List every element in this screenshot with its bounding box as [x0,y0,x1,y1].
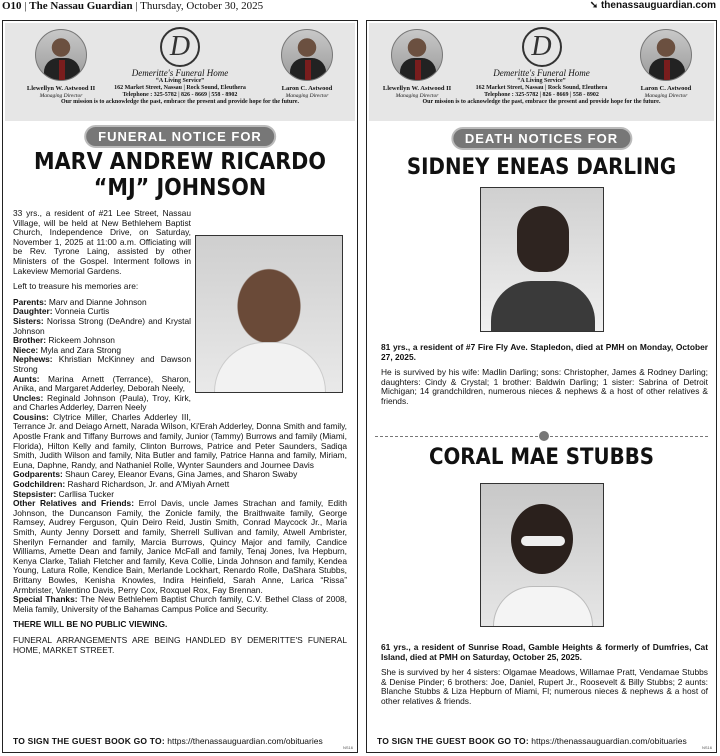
site-url: thenassauguardian.com [600,0,716,11]
notice-lead-2: 61 yrs., a resident of Sunrise Road, Gamble Heights & formerly of Dumfries, Cat Island, died at PMH on Saturday, October 25, 2025. [381,642,708,662]
ad-code: NS16 [342,745,353,750]
relative-label: Special Thanks: [13,594,78,605]
funeral-home-logo: D [522,27,562,67]
relative-label: Sisters: [13,315,44,326]
director-left-name: Llewellyn W. Astwood II [26,85,96,92]
director-right-name: Laron C. Astwood [281,85,333,92]
relative-label: Godchildren: [13,479,66,490]
relative-text: Errol Davis, uncle James Strachan and family, Edith Johnson, the Duncanson Family, the Zonicle family, the Braithwaite family, George Ramsey, Audrey Ferguson, Quin Deiro Reid, Justin Smith, Conrad Maycock Jr., Maria Smith, Aunty Jenny Dorsett and family, Sherrell Sullivan and family, Atwell Ambrister, Sherilyn Fernander and family, Marcia Burrows, Quincy Major and family, Candice Williams, Amette Dean and family, Janice McFall and family, Tenaj Jones, Iva Hepburn, Kenya Clarke, Taliah Fletcher and family, Keva Collie, Linda Johnson and family, Kendea Young, Latura Rolle, Kendice Bain, Merlande Lockhart, Renardo Rolle, DaShara Stubbs, Brittany Bowles, Kenisha Knowles, Indira Heinfield, Sarah Anne, Larica “Rissa” Armbrister, Valentino Davis, Perry Cox, Roxquel Rox, Fay Brennan. [13,498,347,595]
relative-label: Niece: [13,344,39,355]
relative-text: Marv and Dianne Johnson [46,296,147,307]
funeral-home-header-right [369,23,714,121]
deceased-name-line1: MARV ANDREW RICARDO [34,149,326,175]
director-right-title: Managing Director [285,93,329,99]
relative-entry [13,499,347,595]
relative-text: Shaun Carey, Eleanor Evans, Gina James, and Sharon Swaby [62,469,298,480]
paper-name: The Nassau Guardian [29,0,133,12]
arrangements-notice: FUNERAL ARRANGEMENTS ARE BEING HANDLED BY DEMERITTE'S FUNERAL HOME, MARKET STREET. [13,634,347,655]
relative-label: Nephews: [13,354,53,365]
site-link[interactable] [590,0,716,12]
guest-book-link[interactable]: https://thenassauguardian.com/obituaries [531,736,687,746]
notice-intro: 33 yrs., a resident of #21 Lee Street, Nassau Village, will be held at New Bethlehem Baptist Church, Independence Drive, on Saturday, November 1, 2025 at 11:00 a.m. Officiating will be Rev. Tyrone Laing, assisted by other Ministers of the Gospel. Interment follows in Lakeview Memorial Gardens. [13,208,191,276]
relative-entry [13,413,347,471]
survivors-2: She is survived by her 4 sisters: Olgamae Meadows, Willamae Pratt, Vendamae Stubbs & Denise Pinder; 6 brothers: Joe, Daniel, Rupert Jr., Roosevelt & Billy Stubbs; 2 aunts: Blanche Stubbs & Liza Hepburn of Miami, Fl; numerous nieces & nephews & a host of other relatives & friends. [381,667,708,706]
relative-text: Clytrice Miller, Charles Adderley III, Terrance Jr. and Deiago Arnett, Narada Wilson, Ki'Erah Adderley, Donna Smith and family, Apostle Frank and Tiffany Burrows and family, Junior (Tammy) Burrows and family (Miami, Florida), Hilton Kelly and family, Clinton Burrows, Patrice and Peter Saunders, Sadiqa Smith, Judith Wilson and family, Nita Butler and family, Patrice Hanna and family, Miriam, Euna, Daphne, Randy, and Nathaniel Rolle, Wynter Saunders and Journee Davis [13,411,347,470]
notice-type-banner: DEATH NOTICES FOR [451,127,632,150]
director-right-title: Managing Director [644,93,688,99]
shirt-shape [491,281,595,332]
notice-body-2 [381,643,708,713]
relative-text: Norissa Strong (DeAndre) and Krystal Johnson [13,315,191,336]
deceased-photo-2 [480,483,604,627]
funeral-home-header [5,23,355,121]
smile-shape [521,536,565,546]
relative-text: The New Bethlehem Baptist Church family, C.V. Bethel Class of 2008, Melia family, University of the Bahamas Campus Police and Security. [13,594,348,614]
page-info: O10 | The Nassau Guardian | Thursday, October 30, 2025 [2,0,264,12]
ad-code: NS16 [701,745,712,750]
relative-label: Aunts: [13,373,40,384]
relative-text: Vonneia Curtis [52,306,110,317]
death-notices-panel [366,20,717,753]
funeral-home-slogan: “A Living Service” [155,78,205,84]
issue-date: Thursday, October 30, 2025 [140,0,264,12]
funeral-home-telephone: Telephone : 325-5782 | 826 - 8669 | 558 - 8902 [484,92,599,98]
guest-book-footer [377,736,706,746]
relative-text: Rashard Richardson, Jr. and A'Miyah Arnett [65,479,230,490]
divider-dot [539,431,549,441]
shirt-shape [493,586,593,627]
notice-lead-1: 81 yrs., a resident of #7 Fire Fly Ave. Stapledon, died at PMH on Monday, October 27, 2025. [381,342,708,362]
treasure-line: Left to treasure his memories are: [13,281,139,292]
notice-body [13,209,347,661]
page-number: O10 [2,0,22,12]
guest-book-link[interactable]: https://thenassauguardian.com/obituaries [167,736,323,746]
funeral-home-telephone: Telephone : 325-5782 | 826 - 8669 | 558 - 8902 [122,92,238,98]
relative-label: Stepsister: [13,488,57,499]
page-header [0,0,720,14]
relative-label: Uncles: [13,392,44,403]
relative-label: Parents: [13,296,47,307]
funeral-home-mission: Our mission is to acknowledge the past, embrace the present and provide hope for the future. [422,99,661,105]
relative-label: Brother: [13,335,47,346]
relative-label: Godparents: [13,469,63,480]
relative-text: Carllisa Tucker [56,488,115,499]
director-left-title: Managing Director [39,93,83,99]
relative-label: Cousins: [13,411,49,422]
arrow-icon: ➘ [589,0,599,11]
director-right-name: Laron C. Astwood [640,85,692,92]
relative-text: Myla and Zara Strong [38,344,121,355]
guest-book-footer [13,736,347,746]
funeral-home-address: 162 Market Street, Nassau | Rock Sound, Eleuthera [475,85,608,91]
deceased-name-2: CORAL MAE STUBBS [428,445,655,470]
funeral-home-address: 162 Market Street, Nassau | Rock Sound, Eleuthera [114,85,246,91]
deceased-name-1: SIDNEY ENEAS DARLING [406,155,677,180]
relative-text: Reginald Johnson (Paula), Troy, Kirk, and Charles Adderley, Darren Neely [13,392,191,413]
face-shape [517,206,569,272]
funeral-home-logo: D [160,27,200,67]
relative-text: Marina Arnett (Terrance), Sharon, Anika, and Margaret Adderley, Deborah Neely, [13,373,191,394]
funeral-home-mission: Our mission is to acknowledge the past, embrace the present and provide hope for the future. [61,99,299,105]
director-left-title: Managing Director [395,93,439,99]
deceased-name [3,149,357,201]
funeral-home-info [369,68,714,106]
relative-label: Other Relatives and Friends: [13,498,134,509]
funeral-notice-panel [2,20,358,753]
relative-entry [13,595,347,614]
funeral-home-info [5,68,355,106]
survivors-1: He is survived by his wife: Madlin Darling; sons: Christopher, James & Rodney Darling; daughters: Cindy & Crystal; 1 brother: Baldwin Darling; 1 sister: Sabrina of Detroit Michigan; 14 grandchildren, numerous nieces & nephews & a host of other relatives & friends. [381,367,708,406]
funeral-home-slogan: “A Living Service” [517,78,566,84]
relative-label: Daughter: [13,306,53,317]
funeral-home-name: Demeritte's Funeral Home [131,68,229,78]
relative-text: Khristian McKinney and Dawson Strong [13,354,191,374]
notice-type-banner: FUNERAL NOTICE FOR [84,125,276,148]
relative-text: Rickeem Johnson [46,335,115,346]
guest-book-cta: TO SIGN THE GUEST BOOK GO TO: [13,736,165,746]
guest-book-cta: TO SIGN THE GUEST BOOK GO TO: [377,736,529,746]
notice-body-1 [381,343,708,413]
deceased-photo-1 [480,187,604,332]
funeral-home-name: Demeritte's Funeral Home [493,68,590,78]
no-viewing-notice: THERE WILL BE NO PUBLIC VIEWING. [13,619,168,630]
director-left-name: Llewellyn W. Astwood II [382,85,452,92]
deceased-name-line2: “MJ” JOHNSON [93,175,267,201]
